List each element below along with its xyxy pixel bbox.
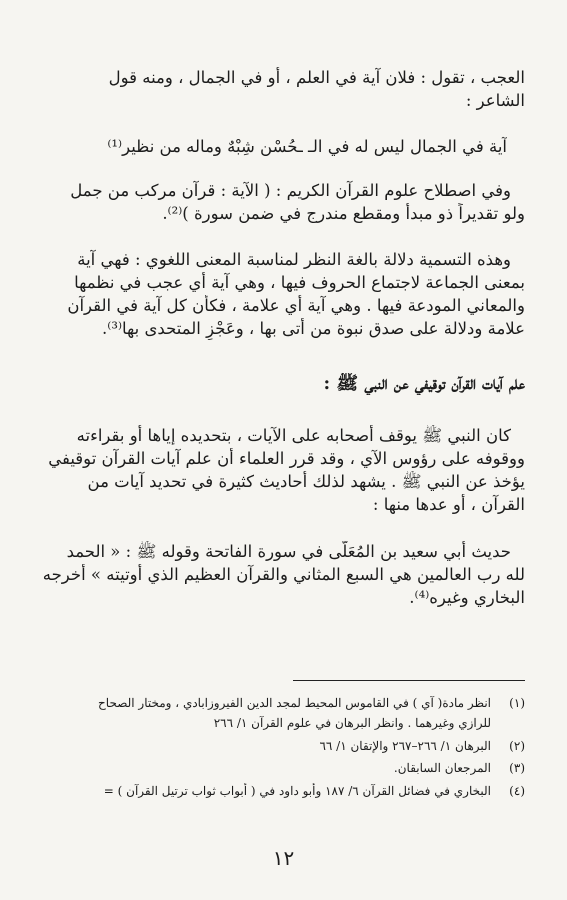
footnote xyxy=(30,695,525,711)
body-line: حديث أبي سعيد بن المُعَلَّى في سورة الفاتحة وقوله ﷺ : « الحمد xyxy=(66,542,511,561)
body-line: كان النبي ﷺ يوقف أصحابه على الآيات ، بتحديده إياها أو بقراءته xyxy=(76,426,511,445)
footnote-text: للرازي وغيرهما . وانظر البرهان في علوم القرآن ١/ ٢٦٦ xyxy=(213,716,491,730)
footnote xyxy=(30,738,525,754)
body-line: والمعاني المودعة فيها . وهي آية أي علامة ، فكأن كل آية في القرآن xyxy=(67,296,525,315)
section-heading: علم آيات القرآن توقيفي عن النبي ﷺ : xyxy=(323,373,525,394)
body-line: ولو تقديراً ذو مبدأ ومقطع مندرج في ضمن سورة )⁽²⁾. xyxy=(162,204,525,223)
page-number: ١٢ xyxy=(272,846,295,870)
footnote-text: البخاري في فضائل القرآن ٦/ ١٨٧ وأبو داود في ( أبواب ثواب ترتيل القرآن ) = xyxy=(103,784,491,798)
poem-verse: آية في الجمال ليس له في الـ ـحُسْن شِبْهٌ وماله من نظير⁽¹⁾ xyxy=(107,137,507,156)
body-line: العجب ، تقول : فلان آية في العلم ، أو في الجمال ، ومنه قول xyxy=(108,68,525,87)
body-line: الشاعر : xyxy=(465,91,525,110)
body-line: وهذه التسمية دلالة بالغة النظر لمناسبة المعنى اللغوي : فهي آية xyxy=(77,250,511,269)
footnote xyxy=(30,783,525,799)
body-line: البخاري وغيره⁽⁴⁾. xyxy=(409,588,525,607)
body-line: ووقوفه على رؤوس الآي ، وقد قرر العلماء أن علم آيات القرآن توقيفي xyxy=(48,449,525,468)
body-line: وفي اصطلاح علوم القرآن الكريم : ( الآية : قرآن مركب من جمل xyxy=(70,181,511,200)
body-line: القرآن ، أو عدها منها : xyxy=(372,495,525,514)
footnote-divider xyxy=(293,680,525,681)
footnote xyxy=(30,760,525,776)
footnote-text: انظر مادة( آي ) في القاموس المحيط لمجد الدين الفيروزابادي ، ومختار الصحاح xyxy=(98,696,491,710)
footnote-number: (٤) xyxy=(509,784,525,798)
footnote-text: المرجعان السابقان. xyxy=(393,761,491,775)
footnote-number: (٣) xyxy=(509,761,525,775)
body-line: يؤخذ عن النبي ﷺ . يشهد لذلك أحاديث كثيرة في تحديد آيات من xyxy=(87,472,525,491)
footnote-text: البرهان ١/ ٢٦٦–٢٦٧ والإتقان ١/ ٦٦ xyxy=(319,739,491,753)
body-line: بمعنى الجماعة لاجتماع الحروف فيها ، وهي آية أي عجب في نظمها xyxy=(74,273,525,292)
body-line: لله رب العالمين هي السبع المثاني والقرآن العظيم الذي أوتيته » أخرجه xyxy=(42,565,525,584)
footnote-number: (٢) xyxy=(509,739,525,753)
footnote-number: (١) xyxy=(509,696,525,710)
footnote xyxy=(30,715,525,731)
body-line: علامة ودلالة على صدق نبوة من أتى بها ، وعَجْزِ المتحدى بها⁽³⁾. xyxy=(102,319,525,338)
